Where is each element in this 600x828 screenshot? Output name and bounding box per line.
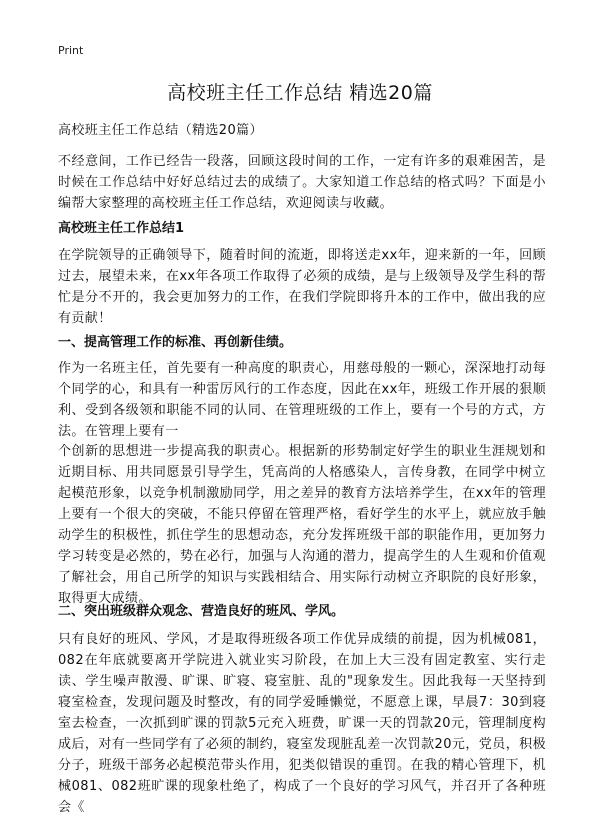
section-2-paragraph-1 (58, 629, 546, 818)
article-paragraph (58, 245, 546, 329)
subtitle-text: 高校班主任工作总结（精选20篇） (58, 123, 263, 138)
section-heading-1-text: 一、提高管理工作的标准、再创新佳绩。 (58, 335, 293, 350)
print-label[interactable]: Print (58, 44, 84, 57)
section-heading-1 (58, 332, 546, 353)
document-title: 高校班主任工作总结 精选20篇 (167, 82, 433, 104)
section-1-paragraph-1 (58, 358, 546, 442)
section-heading-2-text: 二、突出班级群众观念、营造良好的班风、学风。 (58, 604, 345, 619)
document-subtitle (58, 120, 546, 141)
section-2-paragraph-1-text: 只有良好的班风、学风，才是取得班级各项工作优异成绩的前提，因为机械081，082在年底就要离开学院进入就业实习阶段，在加上大三没有固定教室、实行走读、学生噪声散漫、旷课、旷寝、寝室脏、乱的"现象发生。因此我每一天坚持到寝室检查，发现问题及时整改，有的同学爱睡懒觉，不愿意上课，早晨7：30到寝室去检查，一次抓到旷课的罚款5元充入班费，旷课一天的罚款20元，管理制度构成后，对有一些同学有了必须的制约，寝室发现脏乱差一次罚款20元，党员，积极分子，班级干部务必起模范带头作用，犯类似错误的重罚。在我的精心管理下，机械081、082班旷课的现象杜绝了，构成了一个良好的学习风气，并召开了各种班会《 (58, 632, 546, 815)
intro-text: 不经意间，工作已经告一段落，回顾这段时间的工作，一定有许多的艰难困苦，是时候在工作总结中好好总结过去的成绩了。大家知道工作总结的格式吗？下面是小编帮大家整理的高校班主任工作总结，欢迎阅读与收藏。 (58, 154, 546, 211)
intro-paragraph (58, 151, 546, 214)
article-heading-text: 高校班主任工作总结1 (58, 221, 185, 236)
article-paragraph-text: 在学院领导的正确领导下，随着时间的流逝，即将送走xx年，迎来新的一年，回顾过去，展望未来，在xx年各项工作取得了必须的成绩，是与上级领导及学生科的帮忙是分不开的，我会更加努力的工作，在我们学院即将升本的工作中，做出我的应有贡献！ (58, 248, 546, 326)
article-heading (58, 218, 546, 239)
section-heading-2 (58, 601, 546, 622)
section-1-paragraph-2 (58, 441, 546, 609)
section-1-paragraph-1-text: 作为一名班主任，首先要有一种高度的职责心，用慈母般的一颗心，深深地打动每个同学的心，和具有一种雷厉风行的工作态度，因此在xx年，班级工作开展的狠顺利、受到各级领和职能不同的认同、在管理班级的工作上，要有一个号的方式，方法。在管理上要有一 (58, 361, 546, 439)
section-1-paragraph-2-text: 个创新的思想进一步提高我的职责心。根据新的形势制定好学生的职业生涯规划和近期目标、用共同愿景引导学生，凭高尚的人格感染人，言传身教，在同学中树立起模范形象，以竞争机制激励同学，用之差异的教育方法培养学生，在xx年的管理上要有一个很大的突破，不能只停留在管理严格，看好学生的水平上，就应放手触动学生的积极性，抓住学生的思想动态，充分发挥班级干部的职能作用，更加努力学习转变是必然的，势在必行，加强与人沟通的潜力，提高学生的人生观和价值观了解社会，用自己所学的知识与实践相结合、用实际行动树立齐职院的良好形象，取得更大成绩。 (58, 444, 546, 606)
